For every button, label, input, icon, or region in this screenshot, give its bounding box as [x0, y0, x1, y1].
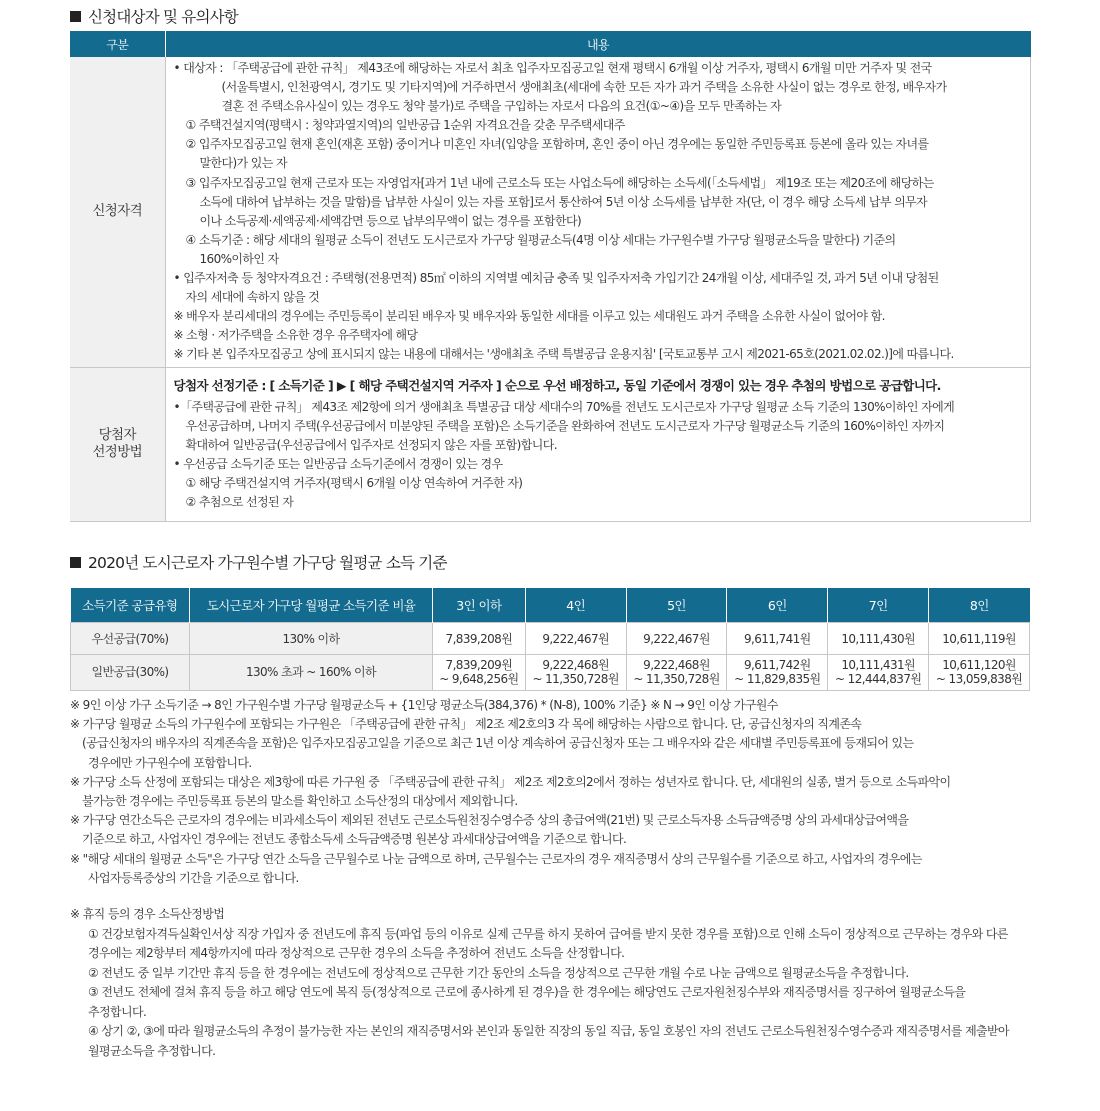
col-header: 6인 — [727, 588, 828, 622]
eligibility-text-block — [174, 59, 1031, 365]
selection-headline: 당첨자 선정기준 : [ 소득기준 ] ▶ [ 해당 주택건설지역 거주자 ] 순으로 우선 배정하고, 동일 기준에서 경쟁이 있는 경우 추첨의 방법으로 공급합니다. — [173, 377, 941, 393]
text-line: ③ 입주자모집공고일 현재 근로자 또는 자영업자[과거 1년 내에 근로소득 또는 사업소득에 해당하는 소득세(「소득세법」 제19조 또는 제20조에 해당하는 — [185, 175, 934, 190]
text-line: 소득에 대하여 납부하는 것을 말함)를 납부한 사실이 있는 자를 포함]로서 통산하여 5년 이상 소득세를 납부한 자(단, 이 경우 해당 소득세 납부 의무자 — [199, 194, 928, 209]
col-header: 4인 — [525, 588, 626, 622]
text-line: • 입주자저축 등 청약자격요건 : 주택형(전용면적) 85㎡ 이하의 지역별 예치금 충족 및 입주자저축 가입기간 24개월 이상, 세대주일 것, 과거 5년 이내 당첨된 — [173, 271, 939, 286]
col-header: 5인 — [626, 588, 727, 622]
text-line: ※ 배우자 분리세대의 경우에는 주민등록이 분리된 배우자 및 배우자와 동일한 세대를 이루고 있는 세대원도 과거 주택을 소유한 사실이 없어야 함. — [173, 309, 885, 324]
income-cell: 7,839,209원 ~ 9,648,256원 — [433, 654, 526, 690]
text-line: ※ 가구당 연간소득은 근로자의 경우에는 비과세소득이 제외된 전년도 근로소득원천징수영수증 상의 총급여액(21번) 및 근로소득자용 소득금액증명 상의 과세대상급여액을 — [70, 813, 909, 828]
text-line: 월평균소득을 추정합니다. — [88, 1043, 216, 1058]
income-cell: 9,222,467원 — [525, 622, 626, 654]
supply-type-cell: 일반공급(30%) — [71, 654, 190, 690]
text-line: 자의 세대에 속하지 않을 것 — [185, 290, 320, 305]
text-line: ※ 기타 본 입주자모집공고 상에 표시되지 않는 내용에 대해서는 '생애최초 주택 특별공급 운용지침' [국토교통부 고시 제2021-65호(2021.02.02.)]에 따릅니다. — [173, 347, 954, 362]
text-line: ④ 상기 ②, ③에 따라 월평균소득의 추정이 불가능한 자는 본인의 재직증명서와 본인과 동일한 직장의 동일 직급, 동일 호봉인 자의 전년도 근로소득원천징수영수증과 재직증명서를 제출받아 — [88, 1024, 1010, 1038]
income-cell: 9,611,741원 — [727, 622, 828, 654]
text-line: (공급신청자의 배우자의 직계존속을 포함)은 입주자모집공고일을 기준으로 최근 1년 이상 계속하여 공급신청자 또는 그 배우자와 같은 세대별 주민등록표에 등재되어 있는 — [82, 736, 914, 751]
text-line: ② 추첨으로 선정된 자 — [185, 495, 294, 510]
row-content — [165, 57, 1031, 367]
col-header: 8인 — [929, 588, 1030, 622]
income-cell: 9,222,467원 — [626, 622, 727, 654]
text-line: 경우에는 제2항부터 제4항까지에 따라 정상적으로 근무한 경우의 소득을 추정하여 전년도 소득을 산정합니다. — [88, 946, 625, 960]
text-line: ② 전년도 중 일부 기간만 휴직 등을 한 경우에는 전년도에 정상적으로 근무한 기간 동안의 소득을 정상적으로 근무한 개월 수로 나눈 금액으로 월평균소득을 추정합니다. — [88, 965, 909, 980]
text-line: ※ 9인 이상 가구 소득기준 → 8인 가구원수별 가구당 월평균소득 + {1인당 평균소득(384,376) * (N-8), 100% 기준} ※ N → 9인 이상 가구원수 — [70, 698, 778, 712]
table-row — [70, 367, 1031, 521]
section-title-income: 2020년 도시근로자 가구원수별 가구당 월평균 소득 기준 — [70, 551, 447, 573]
row-category: 당첨자 선정방법 — [70, 367, 165, 521]
income-cell: 9,611,742원 ~ 11,829,835원 — [727, 654, 828, 690]
text-line: ④ 소득기준 : 해당 세대의 월평균 소득이 전년도 도시근로자 가구당 월평균소득(4명 이상 세대는 가구원수별 가구당 월평균소득을 말한다) 기준의 — [185, 232, 896, 247]
col-header: 소득기준 공급유형 — [71, 588, 190, 622]
selection-text-block — [174, 398, 1031, 513]
income-table — [70, 588, 1030, 691]
text-line: ※ 가구당 월평균 소득의 가구원수에 포함되는 가구원은 「주택공급에 관한 규칙」 제2조 제2호의3 각 목에 해당하는 사람으로 합니다. 단, 공급신청자의 직계존속 — [70, 717, 862, 732]
text-line: 사업자등록증상의 기간을 기준으로 합니다. — [88, 870, 299, 885]
col-header-category: 구분 — [70, 31, 165, 57]
text-line: ① 해당 주택건설지역 거주자(평택시 6개월 이상 연속하여 거주한 자) — [185, 476, 523, 491]
eligibility-table — [70, 31, 1031, 522]
text-line: • 대상자 : 「주택공급에 관한 규칙」 제43조에 해당하는 자로서 최초 입주자모집공고일 현재 평택시 6개월 이상 거주자, 평택시 6개월 미만 거주자 및 전국 — [173, 61, 932, 75]
ratio-cell: 130% 이하 — [190, 622, 433, 654]
text-line: ※ 가구당 소득 산정에 포함되는 대상은 제3항에 따른 가구원 중 「주택공급에 관한 규칙」 제2조 제2호의2에서 정하는 성년자로 합니다. 단, 세대원의 실종, 별거 등으로 소득파악이 — [70, 774, 951, 789]
text-line: 160%이하인 자 — [199, 251, 279, 266]
text-line: 경우에만 가구원수에 포함합니다. — [88, 755, 252, 770]
row-category: 신청자격 — [70, 57, 165, 367]
text-line: 기준으로 하고, 사업자인 경우에는 전년도 종합소득세 소득금액증명 원본상 과세대상급여액을 기준으로 합니다. — [82, 832, 627, 847]
col-header: 도시근로자 가구당 월평균 소득기준 비율 — [190, 588, 433, 622]
table-row — [70, 57, 1031, 367]
income-cell: 10,111,431원 ~ 12,444,837원 — [828, 654, 929, 690]
text-line: ③ 전년도 전체에 걸쳐 휴직 등을 하고 해당 연도에 복직 등(정상적으로 근로에 종사하게 된 경우)을 한 경우에는 해당연도 근로자원천징수부와 재직증명서를 징구하여 월평균소득을 — [88, 985, 966, 999]
text-line: ① 건강보험자격득실확인서상 직장 가입자 중 전년도에 휴직 등(파업 등의 이유로 실제 근무를 하지 못하여 급여를 받지 못한 경우를 포함)으로 인해 소득이 정상적으로 근무하는 경우와 다른 — [88, 926, 1008, 941]
square-bullet-icon — [70, 557, 81, 568]
square-bullet-icon — [70, 11, 81, 22]
text-line: 이나 소득공제·세액공제·세액감면 등으로 납부의무액이 없는 경우를 포함한다) — [199, 213, 582, 228]
income-cell: 7,839,208원 — [433, 622, 526, 654]
text-line: 추정합니다. — [88, 1004, 147, 1019]
text-line: ※ 휴직 등의 경우 소득산정방법 — [70, 907, 225, 921]
text-line: 확대하여 일반공급(우선공급에서 입주자로 선정되지 않은 자를 포함)합니다. — [185, 437, 557, 452]
text-line: ② 입주자모집공고일 현재 혼인(재혼 포함) 중이거나 미혼인 자녀(입양을 포함하며, 혼인 중이 아닌 경우에는 동일한 주민등록표 등본에 올라 있는 자녀를 — [185, 137, 929, 152]
text-line: 결혼 전 주택소유사실이 있는 경우도 청약 불가)로 주택을 구입하는 자로서 다음의 요건(①~④)을 모두 만족하는 자 — [221, 99, 782, 114]
income-cell: 9,222,468원 ~ 11,350,728원 — [626, 654, 727, 690]
text-line: 불가능한 경우에는 주민등록표 등본의 말소를 확인하고 소득산정의 대상에서 제외합니다. — [82, 794, 518, 809]
row-content — [165, 367, 1031, 521]
table-row — [71, 622, 1030, 654]
income-notes — [70, 696, 950, 888]
text-line: •「주택공급에 관한 규칙」 제43조 제2항에 의거 생애최초 특별공급 대상 세대수의 70%를 전년도 도시근로자 가구당 월평균 소득 기준의 130%이하인 자에게 — [173, 399, 955, 414]
ratio-cell: 130% 초과 ~ 160% 이하 — [190, 654, 433, 690]
text-line: ① 주택건설지역(평택시 : 청약과열지역)의 일반공급 1순위 자격요건을 갖춘 무주택세대주 — [185, 118, 625, 133]
income-cell: 10,611,120원 ~ 13,059,838원 — [929, 654, 1030, 690]
text-line: ※ 소형 · 저가주택을 소유한 경우 유주택자에 해당 — [173, 328, 418, 343]
text-line: • 우선공급 소득기준 또는 일반공급 소득기준에서 경쟁이 있는 경우 — [173, 457, 503, 472]
supply-type-cell: 우선공급(70%) — [71, 622, 190, 654]
text-line: ※ "해당 세대의 월평균 소득"은 가구당 연간 소득을 근무월수로 나눈 금액으로 하며, 근무월수는 근로자의 경우 재직증명서 상의 근무월수를 기준으로 하고, 사업자의 경우에는 — [70, 851, 922, 866]
section-title-eligibility: 신청대상자 및 유의사항 — [70, 5, 238, 27]
text-line: 말한다)가 있는 자 — [199, 156, 287, 171]
income-cell: 10,111,430원 — [828, 622, 929, 654]
col-header-content: 내용 — [165, 31, 1031, 57]
income-cell: 10,611,119원 — [929, 622, 1030, 654]
col-header: 7인 — [828, 588, 929, 622]
text-line: 우선공급하며, 나머지 주택(우선공급에서 미분양된 주택을 포함)은 소득기준을 완화하여 전년도 도시근로자 가구당 월평균소득 기준의 160%이하인 자까지 — [185, 418, 945, 433]
text-line: (서울특별시, 인천광역시, 경기도 및 기타지역)에 거주하면서 생애최초(세대에 속한 모든 자가 과거 주택을 소유한 사실이 없는 경우로 한정, 배우자가 — [221, 80, 947, 95]
leave-income-notes — [70, 905, 1009, 1061]
table-row — [71, 654, 1030, 690]
col-header: 3인 이하 — [433, 588, 526, 622]
income-cell: 9,222,468원 ~ 11,350,728원 — [525, 654, 626, 690]
